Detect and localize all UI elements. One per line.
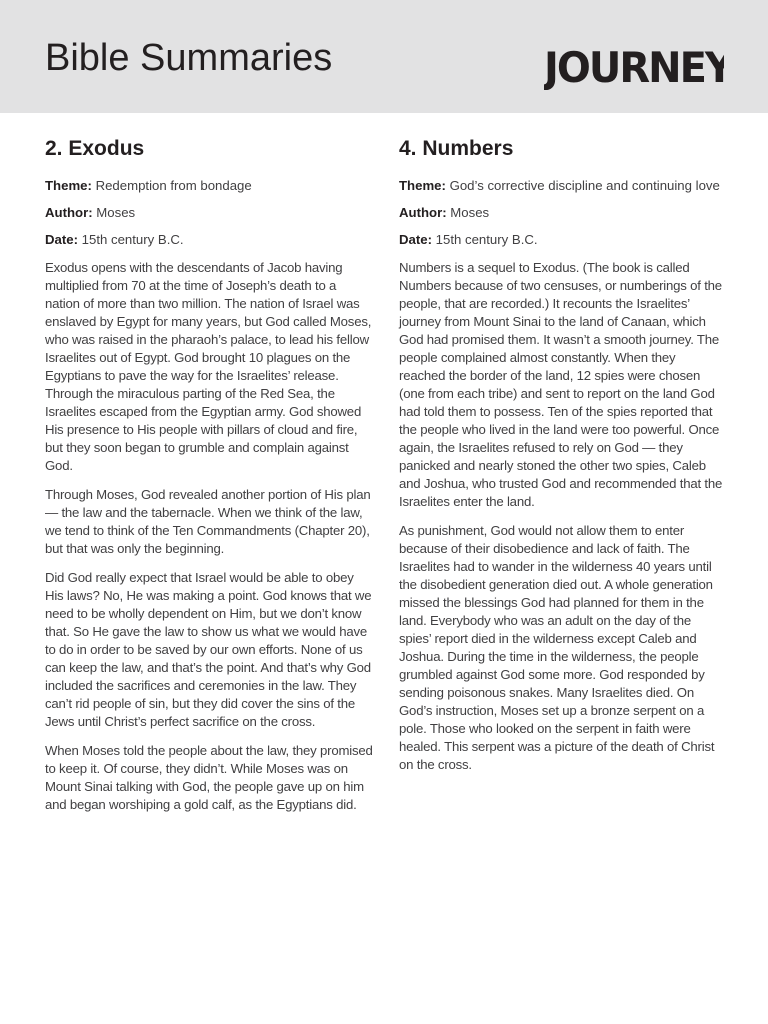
numbers-theme — [399, 178, 725, 194]
exodus-theme — [45, 178, 373, 194]
journey-logo-mark — [544, 40, 724, 90]
exodus-paragraph: Exodus opens with the descendants of Jacob having multiplied from 70 at the time of Joseph’s death to a nation of more than two million. The nation of Israel was enslaved by Egypt for many years, but God called Moses, who was raised in the pharaoh’s palace, to lead his fellow Israelites out of Egypt. God brought 10 plagues on the Egyptians to pave the way for the Israelites’ release. Through the miraculous parting of the Red Sea, the Israelites escaped from the Egyptian army. God showed His presence to His people with pillars of cloud and fire, but they soon began to grumble and complain against God. — [45, 260, 372, 473]
numbers-title: 4. Numbers — [399, 137, 514, 160]
author-label: Author: — [45, 205, 93, 220]
numbers-author — [399, 205, 725, 221]
exodus-date — [45, 232, 373, 248]
exodus-paragraph: Did God really expect that Israel would be able to obey His laws? No, He was making a point. God knows that we need to be wholly dependent on Him, but we don’t know that. So He gave the law to show us what we would have to do in order to be saved by our own efforts. None of us can keep the law, and that’s the point. And that’s why God included the sacrifices and ceremonies in the law. They can’t rid people of sin, but they did cover the sins of the Jews until Christ’s perfect sacrifice on the cross. — [45, 570, 372, 729]
date-value: 15th century B.C. — [81, 232, 184, 247]
page-header — [0, 0, 768, 113]
date-label: Date: — [45, 232, 78, 247]
theme-label: Theme: — [399, 178, 446, 193]
exodus-paragraph: When Moses told the people about the law, they promised to keep it. Of course, they didn’t. While Moses was on Mount Sinai talking with God, the people gave up on him and began worshiping a gold calf, as the Egyptians did. — [45, 743, 373, 812]
theme-value: God’s corrective discipline and continuing love — [449, 178, 720, 193]
svg-text:JOURNEY: JOURNEY — [544, 43, 724, 90]
author-label: Author: — [399, 205, 447, 220]
exodus-title: 2. Exodus — [45, 137, 145, 160]
page-title: Bible Summaries — [45, 37, 333, 79]
numbers-paragraph: As punishment, God would not allow them to enter because of their disobedience and lack of faith. The Israelites had to wander in the wilderness 40 years until the disobedient generation died out. A whole generation missed the blessings God had planned for them in the land. Everybody who was an adult on the day of the spies’ report died in the wilderness except Caleb and Joshua. During the time in the wilderness, the people grumbled against God some more. God responded by sending poisonous snakes. Many Israelites died. On God’s instruction, Moses set up a bronze serpent on a pole. Those who looked on the serpent in faith were healed. This serpent was a picture of the death of Christ on the cross. — [399, 523, 715, 772]
journey-logo — [544, 40, 724, 90]
exodus-author — [45, 205, 373, 221]
date-label: Date: — [399, 232, 432, 247]
theme-value: Redemption from bondage — [95, 178, 252, 193]
numbers-column — [399, 134, 725, 785]
date-value: 15th century B.C. — [435, 232, 538, 247]
numbers-paragraph: Numbers is a sequel to Exodus. (The book is called Numbers because of two censuses, or numberings of the people, that are recorded.) It recounts the Israelites’ journey from Mount Sinai to the land of Canaan, which God had promised them. It wasn’t a smooth journey. The people complained almost constantly. When they reached the border of the land, 12 spies were chosen (one from each tribe) and sent to report on the land God had told them to possess. Ten of the spies reported that the people who lived in the land were too powerful. Once again, the Israelites refused to rely on God — they panicked and nearly stoned the other two spies, Caleb and Joshua, who trusted God and recommended that the Israelites enter the land. — [399, 260, 723, 509]
author-value: Moses — [450, 205, 490, 220]
exodus-paragraph: Through Moses, God revealed another portion of His plan — the law and the tabernacle. When we think of the law, we tend to think of the Ten Commandments (Chapter 20), but that was only the beginning. — [45, 487, 371, 556]
theme-label: Theme: — [45, 178, 92, 193]
exodus-column — [45, 134, 373, 825]
numbers-date — [399, 232, 725, 248]
author-value: Moses — [96, 205, 136, 220]
